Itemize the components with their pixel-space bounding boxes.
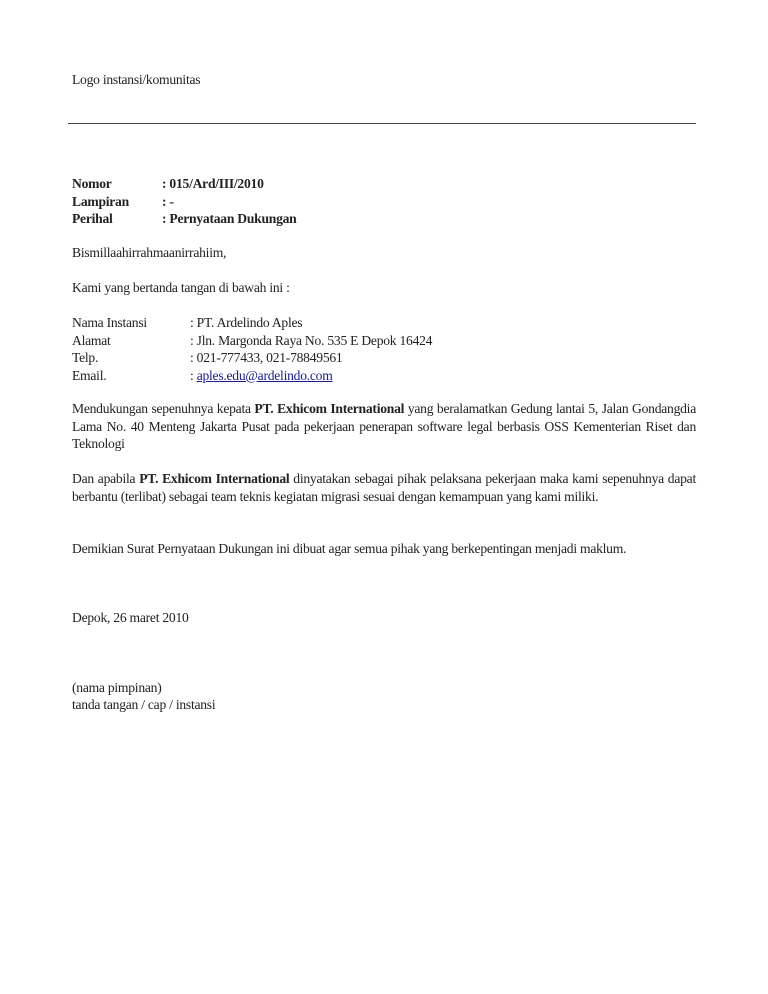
identity-row bbox=[72, 314, 432, 332]
identity-row bbox=[72, 367, 432, 385]
header-row-perihal bbox=[72, 210, 297, 228]
text: yang beralamatkan Gedung lantai 5, Jalan Gondangdia Lama No. 40 Menteng Jakarta Pusat pada pekerjaan penerapan software legal berbasis OSS Kementerian Riset dan Teknologi bbox=[72, 401, 696, 451]
identity-label: Alamat bbox=[72, 332, 111, 348]
header-label: Perihal bbox=[72, 211, 113, 226]
identity-value: : PT. Ardelindo Aples bbox=[190, 315, 303, 330]
header-row-nomor bbox=[72, 175, 297, 193]
header-value: : 015/Ard/III/2010 bbox=[162, 176, 264, 191]
header-row-lampiran bbox=[72, 193, 297, 211]
company-name: PT. Exhicom International bbox=[254, 401, 405, 416]
identity-label: Telp. bbox=[72, 350, 99, 365]
company-name: PT. Exhicom International bbox=[139, 471, 290, 486]
signatory-name: (nama pimpinan) bbox=[72, 680, 162, 695]
paragraph-closing: Demikian Surat Pernyataan Dukungan ini dibuat agar semua pihak yang berkepentingan menjadi maklum. bbox=[72, 541, 627, 556]
header-label: Lampiran bbox=[72, 193, 129, 209]
identity-label: Email. bbox=[72, 367, 107, 383]
paragraph-involvement bbox=[72, 470, 696, 505]
paragraph-support bbox=[72, 400, 696, 453]
text: Dan apabila bbox=[72, 471, 140, 486]
text: dinyatakan sebagai pihak pelaksana pekerjaan maka kami sepenuhnya dapat berbantu (terlibat) sebagai team teknis kegiatan migrasi sesuai dengan kemampuan yang kami miliki. bbox=[72, 471, 696, 504]
place-date: Depok, 26 maret 2010 bbox=[72, 610, 189, 625]
identity-block bbox=[72, 314, 432, 384]
identity-value: : 021-777433, 021-78849561 bbox=[190, 350, 343, 365]
logo-placeholder: Logo instansi/komunitas bbox=[72, 72, 201, 87]
header-value: : Pernyataan Dukungan bbox=[162, 211, 297, 226]
identity-label: Nama Instansi bbox=[72, 315, 147, 330]
header-value: : - bbox=[162, 193, 174, 209]
header-divider bbox=[68, 123, 696, 124]
signatory-note: tanda tangan / cap / instansi bbox=[72, 697, 216, 712]
header-label: Nomor bbox=[72, 176, 112, 191]
intro: Kami yang bertanda tangan di bawah ini : bbox=[72, 280, 290, 295]
text: Mendukungan sepenuhnya kepata bbox=[72, 401, 255, 416]
identity-value-prefix: : bbox=[190, 367, 197, 383]
identity-value: : Jln. Margonda Raya No. 535 E Depok 16424 bbox=[190, 332, 433, 348]
greeting: Bismillaahirrahmaanirrahiim, bbox=[72, 245, 227, 260]
identity-row bbox=[72, 349, 432, 367]
email-link[interactable]: aples.edu@ardelindo.com bbox=[196, 367, 333, 383]
identity-row bbox=[72, 332, 432, 350]
letter-header bbox=[72, 175, 297, 228]
